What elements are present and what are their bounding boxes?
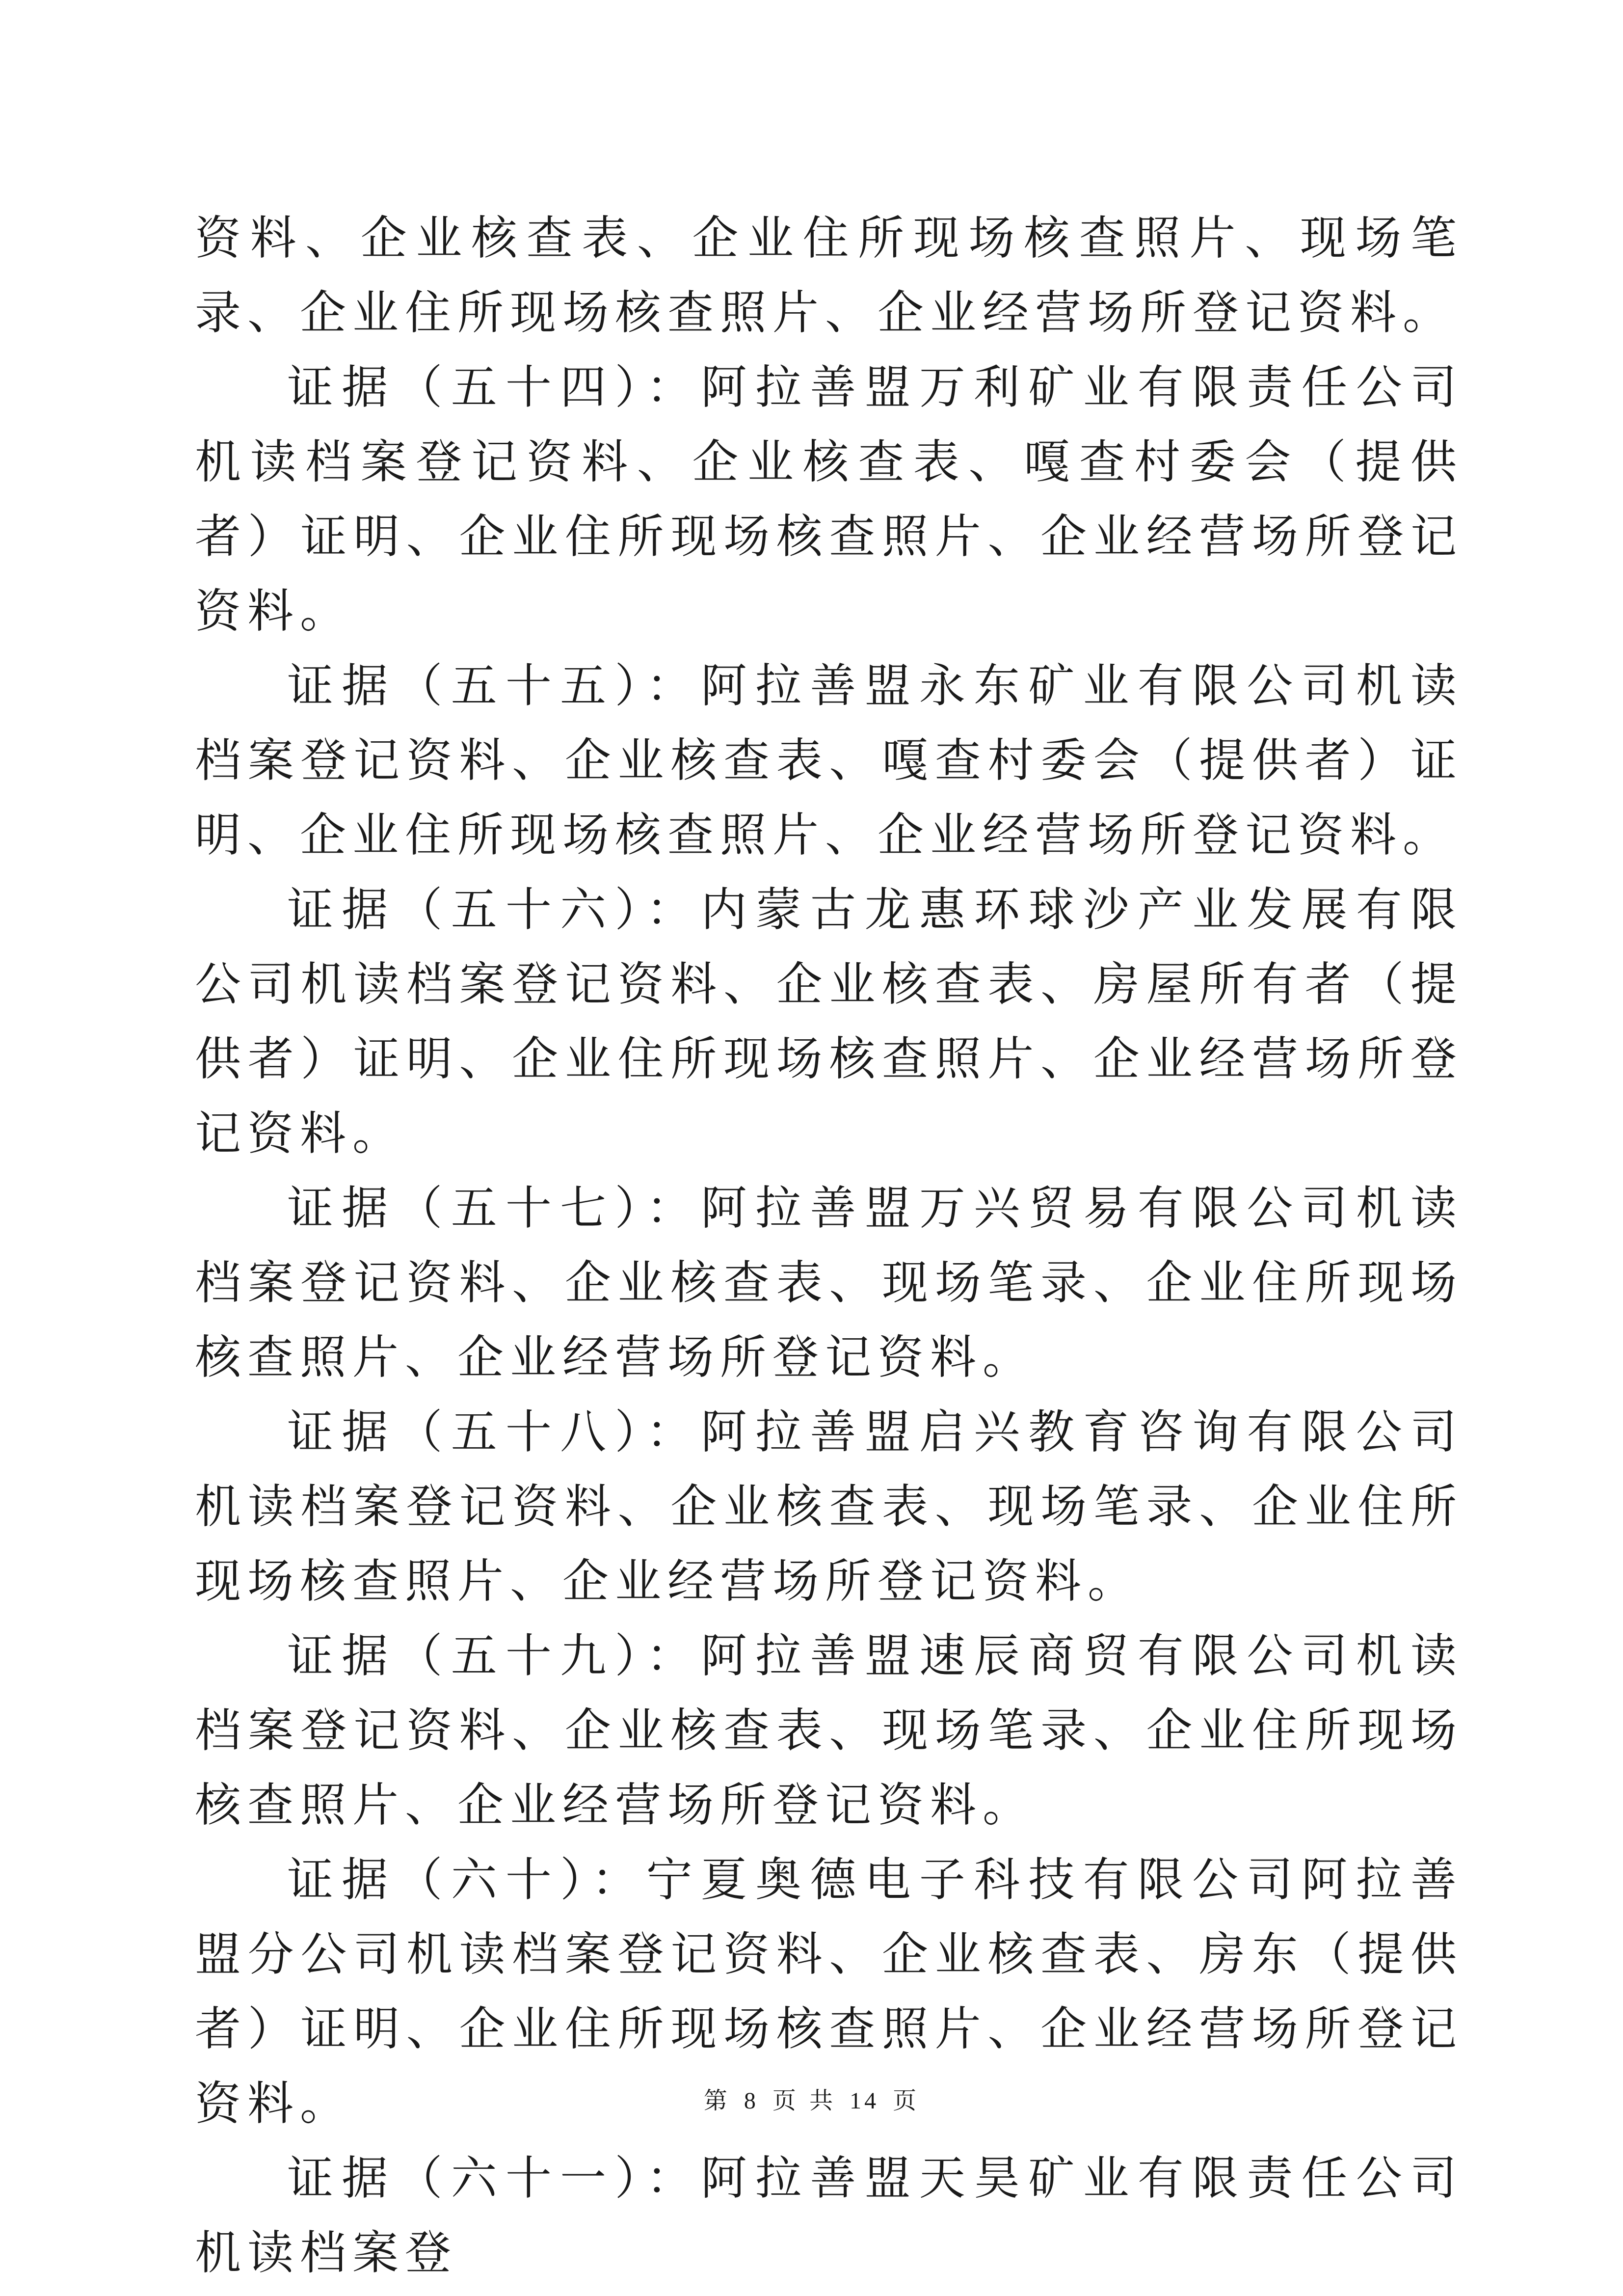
paragraph-evidence-55: 证据（五十五）：阿拉善盟永东矿业有限公司机读档案登记资料、企业核查表、嘎查村委会（提供者）证明、企业住所现场核查照片、企业经营场所登记资料。: [195, 659, 1463, 862]
footer-middle: 页 共: [772, 2087, 836, 2114]
paragraph-evidence-61: 证据（六十一）：阿拉善盟天昊矿业有限责任公司机读档案登: [195, 2152, 1463, 2280]
paragraph-evidence-60: 证据（六十）：宁夏奥德电子科技有限公司阿拉善盟分公司机读档案登记资料、企业核查表、房东（提供者）证明、企业住所现场核查照片、企业经营场所登记资料。: [195, 1853, 1463, 2131]
paragraph-evidence-57: 证据（五十七）：阿拉善盟万兴贸易有限公司机读档案登记资料、企业核查表、现场笔录、企业住所现场核查照片、企业经营场所登记资料。: [195, 1182, 1463, 1384]
paragraph-evidence-58: 证据（五十八）：阿拉善盟启兴教育咨询有限公司机读档案登记资料、企业核查表、现场笔录、企业住所现场核查照片、企业经营场所登记资料。: [195, 1405, 1463, 1608]
paragraph-evidence-59: 证据（五十九）：阿拉善盟速辰商贸有限公司机读档案登记资料、企业核查表、现场笔录、企业住所现场核查照片、企业经营场所登记资料。: [195, 1629, 1463, 1832]
paragraph-evidence-56: 证据（五十六）：内蒙古龙惠环球沙产业发展有限公司机读档案登记资料、企业核查表、房屋所有者（提供者）证明、企业住所现场核查照片、企业经营场所登记资料。: [195, 883, 1463, 1161]
footer-prefix: 第: [703, 2087, 730, 2114]
footer-suffix: 页: [893, 2087, 920, 2114]
footer-total-pages: 14: [850, 2088, 879, 2114]
page-footer: [0, 2081, 1623, 2115]
paragraph-evidence-54: 证据（五十四）：阿拉善盟万利矿业有限责任公司机读档案登记资料、企业核查表、嘎查村委会（提供者）证明、企业住所现场核查照片、企业经营场所登记资料。: [195, 361, 1463, 638]
paragraph-continuation: 资料、企业核查表、企业住所现场核查照片、现场笔录、企业住所现场核查照片、企业经营场所登记资料。: [195, 212, 1463, 340]
document-body: [195, 201, 1463, 2291]
footer-page-number: 8: [744, 2088, 759, 2114]
